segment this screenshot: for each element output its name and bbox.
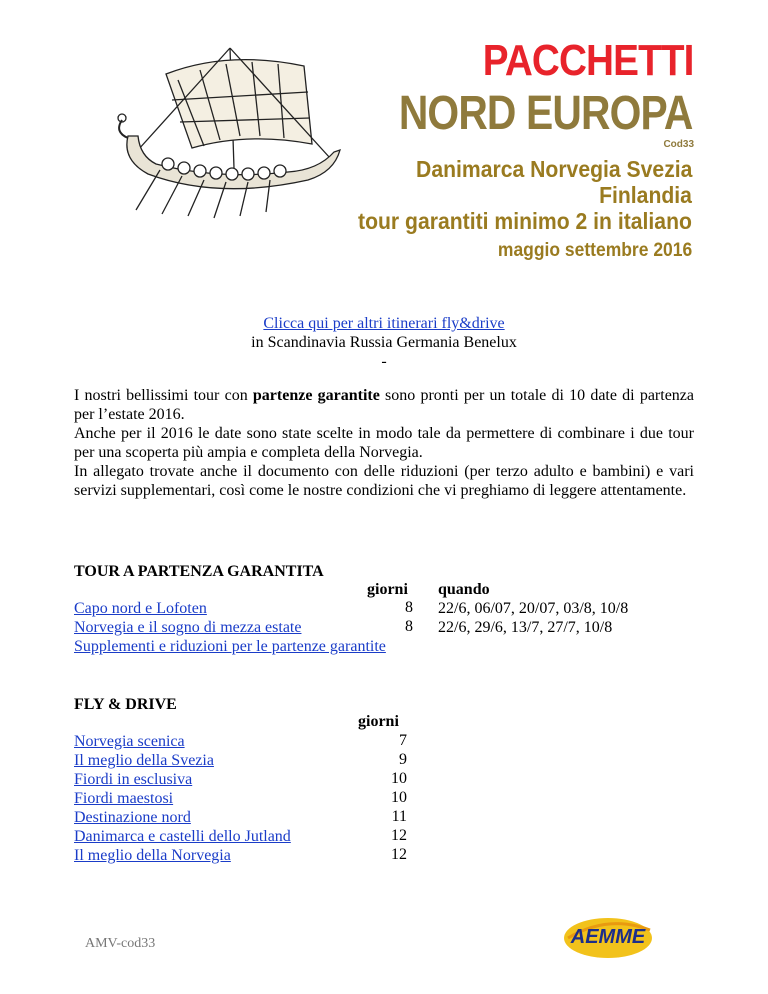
paragraph-line-2: Anche per il 2016 le date sono state scelte in modo tale da permettere di combinare i due tour per una scoperta più ampia e completa della Norvegia. (74, 425, 694, 461)
p1-pre: I nostri bellissimi tour con (74, 387, 253, 404)
tour-link-capo-nord[interactable]: Capo nord e Lofoten (74, 600, 207, 617)
title-pacchetti: PACCHETTI (483, 36, 694, 85)
fly-days-fiordi-maestosi: 10 (391, 789, 407, 806)
fly-days-destinazione-nord: 11 (391, 808, 407, 825)
paragraph-line-1 (74, 386, 694, 424)
fly-drive-heading: FLY & DRIVE (74, 696, 177, 713)
tour-col-days: giorni (367, 581, 408, 598)
code-label: Cod33 (663, 139, 694, 150)
logo-text: AEMME (570, 926, 646, 948)
tour-days-capo-nord: 8 (405, 599, 413, 616)
paragraph-line-3: In allegato trovate anche il documento con delle riduzioni (per terzo adulto e bambini) e vari servizi supplementari, così come le nostre condizioni che vi preghiamo di leggere attentamente. (74, 463, 694, 499)
viking-ship-illustration (108, 40, 348, 220)
subtitle-period: maggio settembre 2016 (497, 240, 692, 261)
tour-col-when: quando (438, 581, 490, 598)
aemme-logo (558, 908, 658, 964)
fly-link-danimarca-jutland[interactable]: Danimarca e castelli dello Jutland (74, 828, 291, 845)
tour-when-norvegia-sogno: 22/6, 29/6, 13/7, 27/7, 10/8 (438, 619, 613, 636)
fly-days-fiordi-esclusiva: 10 (391, 770, 407, 787)
fly-link-destinazione-nord[interactable]: Destinazione nord (74, 809, 191, 826)
description-paragraph (74, 386, 694, 500)
subtitle-finlandia: Finlandia (599, 182, 692, 208)
p1-post: sono pronti per un totale di 10 date di partenza per l’estate 2016. (74, 387, 694, 423)
fly-link-norvegia-scenica[interactable]: Norvegia scenica (74, 733, 185, 750)
fly-days-norvegia-scenica: 7 (399, 732, 407, 749)
fly-days-danimarca-jutland: 12 (391, 827, 407, 844)
fly-link-meglio-svezia[interactable]: Il meglio della Svezia (74, 752, 214, 769)
fly-link-meglio-norvegia[interactable]: Il meglio della Norvegia (74, 847, 231, 864)
footer-code: AMV-cod33 (85, 936, 156, 951)
tour-heading: TOUR A PARTENZA GARANTITA (74, 563, 324, 580)
fly-days-meglio-norvegia: 12 (391, 846, 407, 863)
supplements-link[interactable]: Supplementi e riduzioni per le partenze garantite (74, 638, 386, 655)
tour-when-capo-nord: 22/6, 06/07, 20/07, 03/8, 10/8 (438, 600, 629, 617)
other-itineraries-link[interactable]: Clicca qui per altri itinerari fly&drive (263, 315, 505, 332)
intro-regions: in Scandinavia Russia Germania Benelux (251, 334, 517, 351)
subtitle-tour-garantiti: tour garantiti minimo 2 in italiano (358, 208, 692, 234)
subtitle-countries: Danimarca Norvegia Svezia (415, 156, 692, 182)
fly-link-fiordi-esclusiva[interactable]: Fiordi in esclusiva (74, 771, 193, 788)
fly-col-days: giorni (358, 713, 399, 730)
title-nord-europa: NORD EUROPA (398, 87, 692, 140)
tour-days-norvegia-sogno: 8 (405, 618, 413, 635)
fly-link-fiordi-maestosi[interactable]: Fiordi maestosi (74, 790, 174, 807)
tour-link-norvegia-sogno[interactable]: Norvegia e il sogno di mezza estate (74, 619, 302, 636)
p1-bold: partenze garantite (252, 387, 380, 404)
intro-dash: - (381, 353, 387, 370)
intro-block (0, 314, 768, 371)
fly-days-meglio-svezia: 9 (399, 751, 407, 768)
